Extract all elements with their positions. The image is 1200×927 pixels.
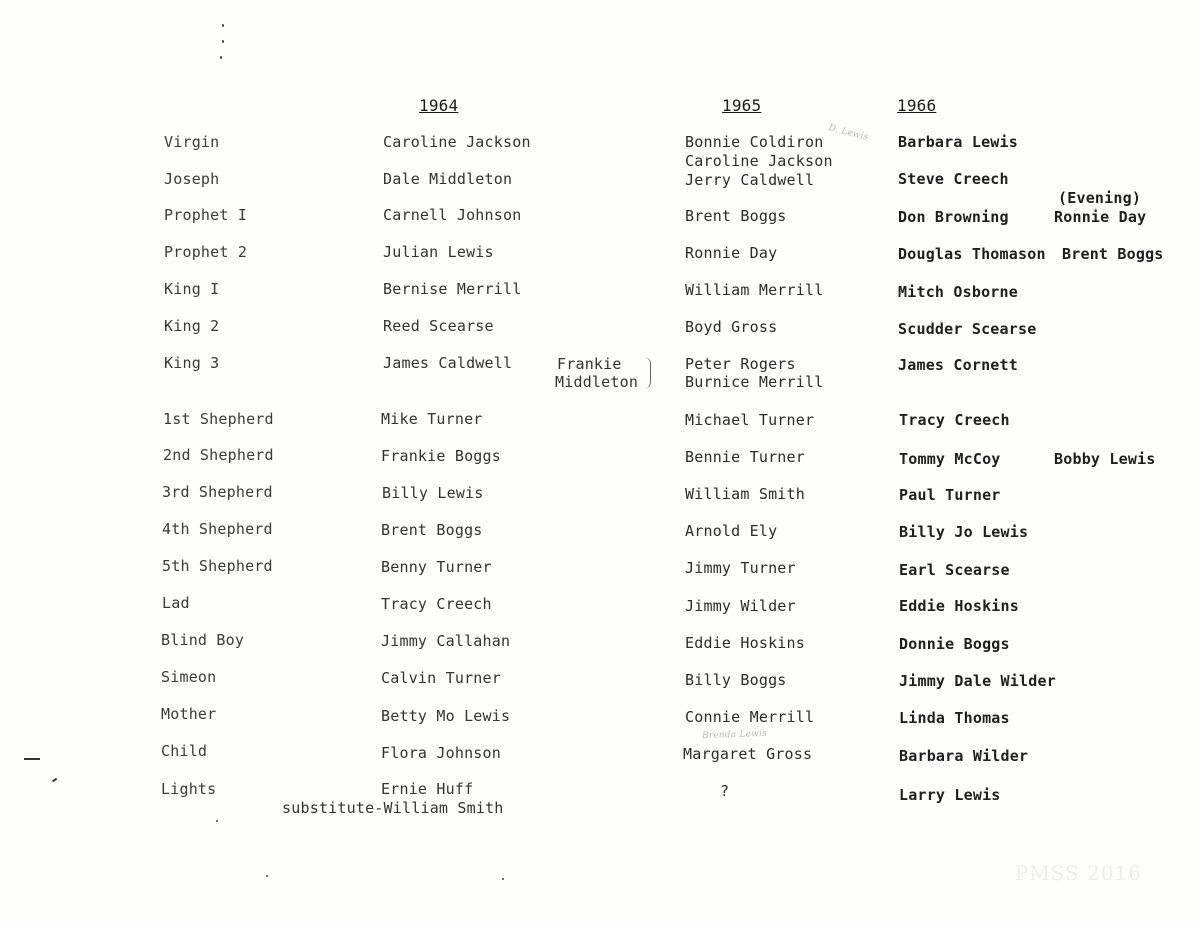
- role-label: Simeon: [161, 668, 217, 686]
- evening-label: (Evening): [1058, 189, 1142, 207]
- cast-1966: Tracy Creech: [899, 411, 1010, 429]
- cast-1964: Benny Turner: [381, 558, 492, 576]
- cast-1966: Scudder Scearse: [898, 320, 1037, 338]
- cast-1965: ?: [720, 782, 730, 800]
- cast-1965: Margaret Gross: [683, 745, 813, 763]
- scan-speck: [222, 24, 224, 27]
- cast-1966: Donnie Boggs: [899, 635, 1010, 653]
- bracket-mark: [644, 357, 651, 389]
- role-label: King 3: [164, 354, 220, 372]
- cast-1964: Flora Johnson: [381, 744, 501, 762]
- cast-1965: Michael Turner: [685, 411, 815, 429]
- cast-1964-alt: Frankie: [557, 355, 622, 373]
- cast-1964: Frankie Boggs: [381, 447, 501, 465]
- cast-1966: Paul Turner: [899, 486, 1001, 504]
- cast-1966: Barbara Wilder: [899, 747, 1029, 765]
- substitute-note: substitute-William Smith: [282, 799, 504, 817]
- role-label: 5th Shepherd: [162, 557, 273, 575]
- cast-1964: Dale Middleton: [383, 170, 513, 188]
- cast-1966: Douglas Thomason: [898, 245, 1046, 263]
- cast-1964: Jimmy Callahan: [381, 632, 511, 650]
- role-label: Joseph: [164, 170, 220, 188]
- cast-1964: Ernie Huff: [381, 780, 474, 798]
- cast-1966: Earl Scearse: [899, 561, 1010, 579]
- cast-1965-alt: Caroline Jackson: [685, 152, 833, 170]
- role-label: 2nd Shepherd: [163, 446, 274, 464]
- role-label: 3rd Shepherd: [162, 483, 273, 501]
- cast-1964: Reed Scearse: [383, 317, 494, 335]
- cast-1966: Mitch Osborne: [898, 283, 1018, 301]
- role-label: Prophet I: [164, 206, 248, 224]
- cast-1966-evening: Ronnie Day: [1054, 208, 1147, 226]
- cast-1964: James Caldwell: [383, 354, 513, 372]
- cast-1966: Jimmy Dale Wilder: [899, 672, 1056, 690]
- year-header-1964: 1964: [419, 96, 459, 115]
- scan-mark: [24, 758, 40, 760]
- scan-speck: [222, 40, 224, 43]
- scan-speck: [220, 56, 222, 59]
- role-label: Blind Boy: [161, 631, 245, 649]
- role-label: Mother: [161, 705, 217, 723]
- cast-1964: Brent Boggs: [381, 521, 483, 539]
- role-label: Lad: [162, 594, 190, 612]
- cast-1965: Eddie Hoskins: [685, 634, 805, 652]
- scan-speck: [502, 878, 504, 880]
- cast-1965: Jimmy Wilder: [685, 597, 796, 615]
- cast-1965: Bennie Turner: [685, 448, 805, 466]
- handwritten-note: D. Lewis: [827, 123, 870, 143]
- handwritten-note: Brenda Lewis: [701, 728, 768, 742]
- role-label: 4th Shepherd: [162, 520, 273, 538]
- cast-1964: Tracy Creech: [381, 595, 492, 613]
- cast-1966-alt: Brent Boggs: [1062, 245, 1164, 263]
- cast-1966: Barbara Lewis: [898, 133, 1018, 151]
- cast-1966: James Cornett: [898, 356, 1018, 374]
- cast-1964-alt: Middleton: [555, 373, 639, 391]
- role-label: Lights: [161, 780, 217, 798]
- cast-1965: Jerry Caldwell: [685, 171, 815, 189]
- role-label: Child: [161, 742, 208, 760]
- scan-speck: [216, 820, 218, 822]
- cast-1965-alt: Burnice Merrill: [685, 373, 824, 391]
- cast-1964: Julian Lewis: [383, 243, 494, 261]
- cast-1964: Billy Lewis: [382, 484, 484, 502]
- scan-mark: [52, 778, 57, 782]
- role-label: Virgin: [164, 133, 220, 151]
- role-label: King 2: [164, 317, 220, 335]
- cast-1965: William Smith: [685, 485, 805, 503]
- cast-1965: William Merrill: [685, 281, 824, 299]
- cast-1964: Bernise Merrill: [383, 280, 522, 298]
- cast-1966: Linda Thomas: [899, 709, 1010, 727]
- year-header-1965: 1965: [722, 96, 762, 115]
- role-label: Prophet 2: [164, 243, 248, 261]
- scan-speck: [266, 875, 268, 877]
- cast-1966: Larry Lewis: [899, 786, 1001, 804]
- cast-1965: Billy Boggs: [685, 671, 787, 689]
- cast-1964: Calvin Turner: [381, 669, 501, 687]
- cast-1965: Bonnie Coldiron: [685, 133, 824, 151]
- cast-1966: Eddie Hoskins: [899, 597, 1019, 615]
- year-header-1966: 1966: [897, 96, 937, 115]
- cast-1965: Peter Rogers: [685, 355, 796, 373]
- cast-1965: Arnold Ely: [685, 522, 778, 540]
- role-label: 1st Shepherd: [163, 410, 274, 428]
- cast-1966: Steve Creech: [898, 170, 1009, 188]
- cast-1966: Billy Jo Lewis: [899, 523, 1029, 541]
- cast-1964: Carnell Johnson: [383, 206, 522, 224]
- cast-1964: Mike Turner: [381, 410, 483, 428]
- cast-1965: Connie Merrill: [685, 708, 815, 726]
- cast-1965: Ronnie Day: [685, 244, 778, 262]
- cast-1964: Caroline Jackson: [383, 133, 531, 151]
- cast-1965: Jimmy Turner: [685, 559, 796, 577]
- role-label: King I: [164, 280, 220, 298]
- cast-1965: Boyd Gross: [685, 318, 778, 336]
- cast-1966: Tommy McCoy: [899, 450, 1001, 468]
- watermark: PMSS 2016: [1014, 861, 1142, 885]
- cast-1966: Don Browning: [898, 208, 1009, 226]
- cast-1965: Brent Boggs: [685, 207, 787, 225]
- cast-1964: Betty Mo Lewis: [381, 707, 511, 725]
- cast-1966-alt: Bobby Lewis: [1054, 450, 1156, 468]
